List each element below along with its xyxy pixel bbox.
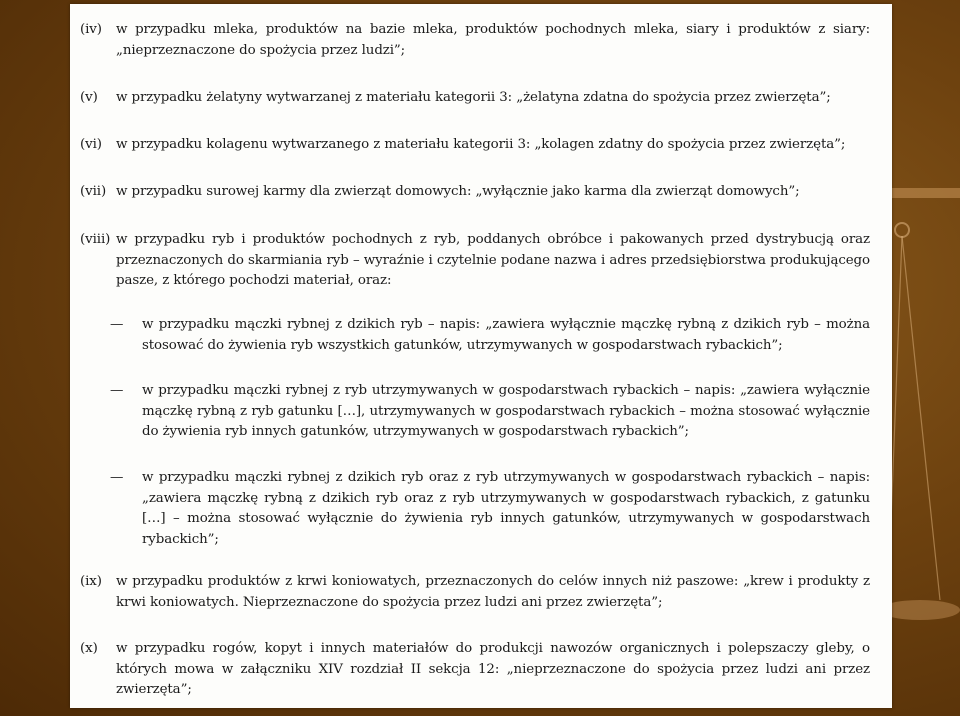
- list-item: [80, 639, 870, 701]
- item-number: (vi): [80, 137, 102, 152]
- document-page: [70, 4, 892, 708]
- list-item: [80, 230, 870, 292]
- item-text: w przypadku ryb i produktów pochodnych z ryb, poddanych obróbce i pakowanych przed dystrybucją oraz przeznaczonych do skarmiania ryb – wyraźnie i czytelnie podane nazwa i adres przedsiębiorstwa produkującego pasze, z którego pochodzi materiał, oraz:: [116, 232, 870, 288]
- dash-marker: —: [110, 317, 124, 332]
- item-text: w przypadku mleka, produktów na bazie mleka, produktów pochodnych mleka, siary i produktów z siary: „nieprzeznaczone do spożycia przez ludzi”;: [116, 22, 870, 58]
- list-item: [80, 182, 870, 203]
- list-item: [80, 20, 870, 61]
- item-number: (viii): [80, 232, 111, 247]
- sub-list-item: [110, 315, 870, 356]
- dash-marker: —: [110, 470, 124, 485]
- dash-marker: —: [110, 383, 124, 398]
- list-item: [80, 88, 870, 109]
- sub-list-item: [110, 381, 870, 443]
- sub-item-text: w przypadku mączki rybnej z dzikich ryb oraz z ryb utrzymywanych w gospodarstwach rybackich – napis: „zawiera mączkę rybną z dzikich ryb oraz z ryb utrzymywanych w gospodarstwach rybackich, z gatunku […] – można stosować wyłącznie do żywienia ryb innych gatunków, utrzymywanych w gospodarstwach rybackich”;: [142, 470, 870, 547]
- item-text: w przypadku rogów, kopyt i innych materiałów do produkcji nawozów organicznych i polepszaczy gleby, o których mowa w załączniku XIV rozdział II sekcja 12: „nieprzeznaczone do spożycia przez ludzi ani przez zwierzęta”;: [116, 641, 870, 697]
- item-text: w przypadku surowej karmy dla zwierząt domowych: „wyłącznie jako karma dla zwierząt domowych”;: [116, 184, 800, 199]
- list-item: [80, 572, 870, 613]
- sub-item-text: w przypadku mączki rybnej z dzikich ryb – napis: „zawiera wyłącznie mączkę rybną z dzikich ryb – można stosować do żywienia ryb wszystkich gatunków, utrzymywanych w gospodarstwach rybackich”;: [142, 317, 870, 353]
- item-number: (v): [80, 90, 98, 105]
- item-text: w przypadku kolagenu wytwarzanego z materiału kategorii 3: „kolagen zdatny do spożycia przez zwierzęta”;: [116, 137, 846, 152]
- sub-list-item: [110, 468, 870, 550]
- item-number: (ix): [80, 574, 102, 589]
- item-number: (x): [80, 641, 98, 656]
- sub-item-text: w przypadku mączki rybnej z ryb utrzymywanych w gospodarstwach rybackich – napis: „zawiera wyłącznie mączkę rybną z ryb gatunku […], utrzymywanych w gospodarstwach rybackich – można stosować wyłącznie do żywienia ryb innych gatunków, utrzymywanych w gospodarstwach rybackich”;: [142, 383, 870, 439]
- item-number: (vii): [80, 184, 107, 199]
- list-item: [80, 135, 870, 156]
- item-text: w przypadku produktów z krwi koniowatych, przeznaczonych do celów innych niż paszowe: „krew i produkty z krwi koniowatych. Nieprzeznaczone do spożycia przez ludzi ani przez zwierzęta”;: [116, 574, 870, 610]
- scales-of-justice-icon: [880, 180, 960, 660]
- item-text: w przypadku żelatyny wytwarzanej z materiału kategorii 3: „żelatyna zdatna do spożycia przez zwierzęta”;: [116, 90, 831, 105]
- item-number: (iv): [80, 22, 102, 37]
